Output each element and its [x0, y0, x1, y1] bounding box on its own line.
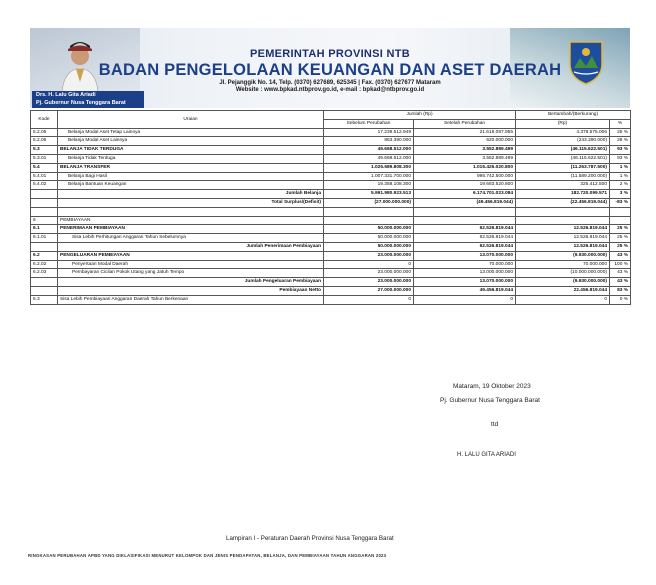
cell-setelah: 70.000.000 — [414, 260, 516, 269]
cell-kode — [31, 198, 58, 207]
cell-uraian: Belanja Bagi Hasil — [58, 172, 324, 181]
cell-uraian: BELANJA TRANSFER — [58, 163, 324, 172]
cell-sebelum: 49.668.512.000 — [324, 154, 414, 163]
cell-uraian: Pembayaran Cicilan Pokok Utang yang Jatuh Tempo — [58, 269, 324, 278]
cell-kode — [31, 278, 58, 287]
cell-selisih: (11.263.787.500) — [516, 163, 610, 172]
cell-setelah: 6.174.701.023.084 — [414, 190, 516, 199]
table-row — [31, 190, 631, 199]
cell-persen: 28 % — [610, 137, 631, 146]
table-row — [31, 251, 631, 260]
signature-position: Pj. Gubernur Nusa Tenggara Barat — [440, 397, 540, 404]
cell-sebelum: 50.000.000.000 — [324, 225, 414, 234]
cell-sebelum: 863.390.000 — [324, 137, 414, 146]
table-row — [31, 207, 631, 216]
cell-sebelum: 0 — [324, 260, 414, 269]
header-uraian: Uraian — [58, 111, 324, 129]
cell-setelah: 19.683.520.800 — [414, 181, 516, 190]
cell-sebelum — [324, 216, 414, 225]
table-row — [31, 154, 631, 163]
cell-sebelum: 19.358.108.300 — [324, 181, 414, 190]
cell-selisih: 4.378.575.006 — [516, 128, 610, 137]
table-row — [31, 216, 631, 225]
cell-kode: 6.2.03 — [31, 269, 58, 278]
signature-ttd: ttd — [491, 421, 499, 428]
cell-sebelum: 1.007.331.700.000 — [324, 172, 414, 181]
cell-setelah — [414, 207, 516, 216]
cell-uraian: Belanja Tidak Terduga — [58, 154, 324, 163]
header-rp: (Rp) — [516, 119, 610, 128]
table-row — [31, 242, 631, 251]
cell-persen: 100 % — [610, 260, 631, 269]
cell-selisih: (243.390.000) — [516, 137, 610, 146]
official-name: Drs. H. Lalu Gita Ariadi — [36, 92, 96, 98]
header-jumlah: Jumlah (Rp) — [324, 111, 516, 120]
cell-uraian: Penyertaan Modal Daerah — [58, 260, 324, 269]
cell-kode: 5.4.01 — [31, 172, 58, 181]
province-emblem-icon — [566, 38, 606, 86]
cell-selisih: 0 — [516, 295, 610, 304]
table-row — [31, 137, 631, 146]
table-row — [31, 163, 631, 172]
cell-setelah: 62.526.819.044 — [414, 225, 516, 234]
cell-uraian: PENERIMAAN PEMBIAYAAN — [58, 225, 324, 234]
official-name-plate — [32, 91, 144, 108]
cell-kode: 6 — [31, 216, 58, 225]
cell-sebelum: 50.000.000.000 — [324, 234, 414, 243]
cell-persen: -83 % — [610, 198, 631, 207]
cell-uraian: Total Surplus/(Defisit) — [58, 198, 324, 207]
cell-setelah: 3.552.889.499 — [414, 154, 516, 163]
cell-persen: 25 % — [610, 128, 631, 137]
cell-sebelum: 49.668.512.000 — [324, 146, 414, 155]
cell-sebelum: 0 — [324, 295, 414, 304]
table-row — [31, 286, 631, 295]
table-row — [31, 234, 631, 243]
official-title: Pj. Gubernur Nusa Tenggara Barat — [36, 100, 126, 106]
cell-persen: 3 % — [610, 190, 631, 199]
cell-selisih — [516, 207, 610, 216]
table-row — [31, 198, 631, 207]
cell-uraian: Jumlah Pengeluaran Pembiayaan — [58, 278, 324, 287]
cell-setelah: 1.015.426.020.800 — [414, 163, 516, 172]
header-setelah: Setelah Perubahan — [414, 119, 516, 128]
cell-persen: 2 % — [610, 181, 631, 190]
cell-sebelum: 23.000.000.000 — [324, 278, 414, 287]
cell-uraian: Belanja Modal Aset Tetap Lainnya — [58, 128, 324, 137]
table-row — [31, 128, 631, 137]
cell-uraian: Jumlah Penerimaan Pembiayaan — [58, 242, 324, 251]
cell-kode: 5.2.05 — [31, 128, 58, 137]
cell-setelah: 0 — [414, 295, 516, 304]
cell-kode: 5.4.02 — [31, 181, 58, 190]
cell-sebelum: 50.000.000.000 — [324, 242, 414, 251]
header-kode: Kode — [31, 111, 58, 129]
cell-sebelum: 5.991.980.923.513 — [324, 190, 414, 199]
table-row — [31, 295, 631, 304]
cell-persen: 1 % — [610, 172, 631, 181]
cell-uraian: Jumlah Belanja — [58, 190, 324, 199]
cell-kode — [31, 286, 58, 295]
cell-sebelum: 27.000.000.000 — [324, 286, 414, 295]
cell-setelah: 13.070.000.000 — [414, 278, 516, 287]
cell-setelah: 62.526.819.044 — [414, 234, 516, 243]
budget-summary-table — [30, 110, 631, 305]
cell-kode — [31, 242, 58, 251]
cell-kode: 6.1.01 — [31, 234, 58, 243]
table-row — [31, 260, 631, 269]
cell-selisih: 12.526.819.044 — [516, 242, 610, 251]
cell-selisih: (9.930.000.000) — [516, 278, 610, 287]
signature-place-date: Mataram, 19 Oktober 2023 — [453, 383, 531, 390]
cell-uraian: PEMBIAYAAN — [58, 216, 324, 225]
cell-setelah: 13.000.000.000 — [414, 269, 516, 278]
cell-persen: 43 % — [610, 251, 631, 260]
cell-persen — [610, 216, 631, 225]
table-row — [31, 146, 631, 155]
table-row — [31, 225, 631, 234]
cell-uraian: Belanja Modal Aset Lainnya — [58, 137, 324, 146]
cell-selisih: (9.930.000.000) — [516, 251, 610, 260]
cell-selisih: (46.115.622.501) — [516, 146, 610, 155]
cell-uraian: Belanja Bantuan Keuangan — [58, 181, 324, 190]
cell-uraian: Pembiayaan Netto — [58, 286, 324, 295]
cell-uraian: BELANJA TIDAK TERDUGA — [58, 146, 324, 155]
cell-kode: 5.3 — [31, 146, 58, 155]
cell-persen: 25 % — [610, 242, 631, 251]
cell-persen: 43 % — [610, 269, 631, 278]
signature-name: H. LALU GITA ARIADI — [457, 452, 516, 458]
cell-selisih: (10.000.000.000) — [516, 269, 610, 278]
table-row — [31, 278, 631, 287]
cell-persen: 43 % — [610, 278, 631, 287]
cell-selisih: (11.589.200.000) — [516, 172, 610, 181]
cell-selisih — [516, 216, 610, 225]
cell-setelah: 995.742.500.000 — [414, 172, 516, 181]
cell-persen: 83 % — [610, 286, 631, 295]
cell-kode — [31, 207, 58, 216]
agency-website: Website : www.bpkad.ntbprov.go.id, e-mail : bpkad@ntbprov.go.id — [235, 87, 425, 93]
header-sebelum: Sebelum Perubahan — [324, 119, 414, 128]
header-pct: % — [610, 119, 631, 128]
cell-uraian: Sisa Lebih Pembiayaan Anggaran Daerah Tahun Berkenaan — [58, 295, 324, 304]
cell-persen: 0 % — [610, 295, 631, 304]
cell-setelah: 62.526.819.044 — [414, 242, 516, 251]
cell-sebelum — [324, 207, 414, 216]
cell-selisih: (22.456.819.044) — [516, 198, 610, 207]
cell-uraian — [58, 207, 324, 216]
cell-uraian: Sisa Lebih Perhitungan Anggaran Tahun Sebelumnya — [58, 234, 324, 243]
table-body — [31, 128, 631, 304]
header-bertambah: Bertambah/(Berkurang) — [516, 111, 631, 120]
table-row — [31, 172, 631, 181]
cell-selisih: 12.526.819.044 — [516, 225, 610, 234]
cell-kode: 5.4 — [31, 163, 58, 172]
table-row — [31, 181, 631, 190]
cell-persen: 93 % — [610, 154, 631, 163]
letterhead — [30, 28, 630, 108]
cell-persen: 1 % — [610, 163, 631, 172]
agency-address: Jl. Pejanggik No. 14, Telp. (0370) 627689, 625345 | Fax. (0370) 627677 Mataram — [219, 80, 441, 86]
cell-setelah: (49.456.819.044) — [414, 198, 516, 207]
cell-sebelum: 23.000.000.000 — [324, 251, 414, 260]
cell-kode — [31, 190, 58, 199]
cell-setelah: 21.618.087.955 — [414, 128, 516, 137]
cell-selisih: 325.412.500 — [516, 181, 610, 190]
cell-setelah — [414, 216, 516, 225]
agency-title: BADAN PENGELOLAAN KEUANGAN DAN ASET DAERAH — [98, 61, 562, 79]
cell-setelah: 49.456.819.044 — [414, 286, 516, 295]
cell-kode: 6.3 — [31, 295, 58, 304]
cell-setelah: 13.070.000.000 — [414, 251, 516, 260]
cell-kode: 5.2.06 — [31, 137, 58, 146]
cell-sebelum: 17.239.512.949 — [324, 128, 414, 137]
cell-persen: 25 % — [610, 234, 631, 243]
cell-selisih: 12.526.819.044 — [516, 234, 610, 243]
cell-persen: 25 % — [610, 225, 631, 234]
cell-selisih: 70.000.000 — [516, 260, 610, 269]
cell-selisih: 182.720.099.571 — [516, 190, 610, 199]
cell-setelah: 620.000.000 — [414, 137, 516, 146]
cell-selisih: 22.456.819.044 — [516, 286, 610, 295]
government-title: PEMERINTAH PROVINSI NTB — [249, 48, 411, 60]
cell-kode: 6.1 — [31, 225, 58, 234]
cell-selisih: (46.115.622.501) — [516, 154, 610, 163]
summary-caption: RINGKASAN PERUBAHAN APBD YANG DIKLASIFIKASI MENURUT KELOMPOK DAN JENIS PENDAPATAN, BELANJA, DAN PEMBIAYAAN TAHUN ANGGARAN 2023 — [28, 553, 387, 558]
cell-setelah: 3.552.889.499 — [414, 146, 516, 155]
cell-kode: 5.3.01 — [31, 154, 58, 163]
lampiran-caption: Lampiran I - Peraturan Daerah Provinsi Nusa Tenggara Barat — [226, 535, 394, 542]
cell-persen — [610, 207, 631, 216]
cell-persen: 93 % — [610, 146, 631, 155]
cell-uraian: PENGELUARAN PEMBIAYAAN — [58, 251, 324, 260]
table-row — [31, 269, 631, 278]
cell-sebelum: 23.000.000.000 — [324, 269, 414, 278]
cell-kode: 6.2 — [31, 251, 58, 260]
cell-sebelum: (27.000.000.000) — [324, 198, 414, 207]
cell-kode: 6.2.02 — [31, 260, 58, 269]
cell-sebelum: 1.026.689.808.300 — [324, 163, 414, 172]
